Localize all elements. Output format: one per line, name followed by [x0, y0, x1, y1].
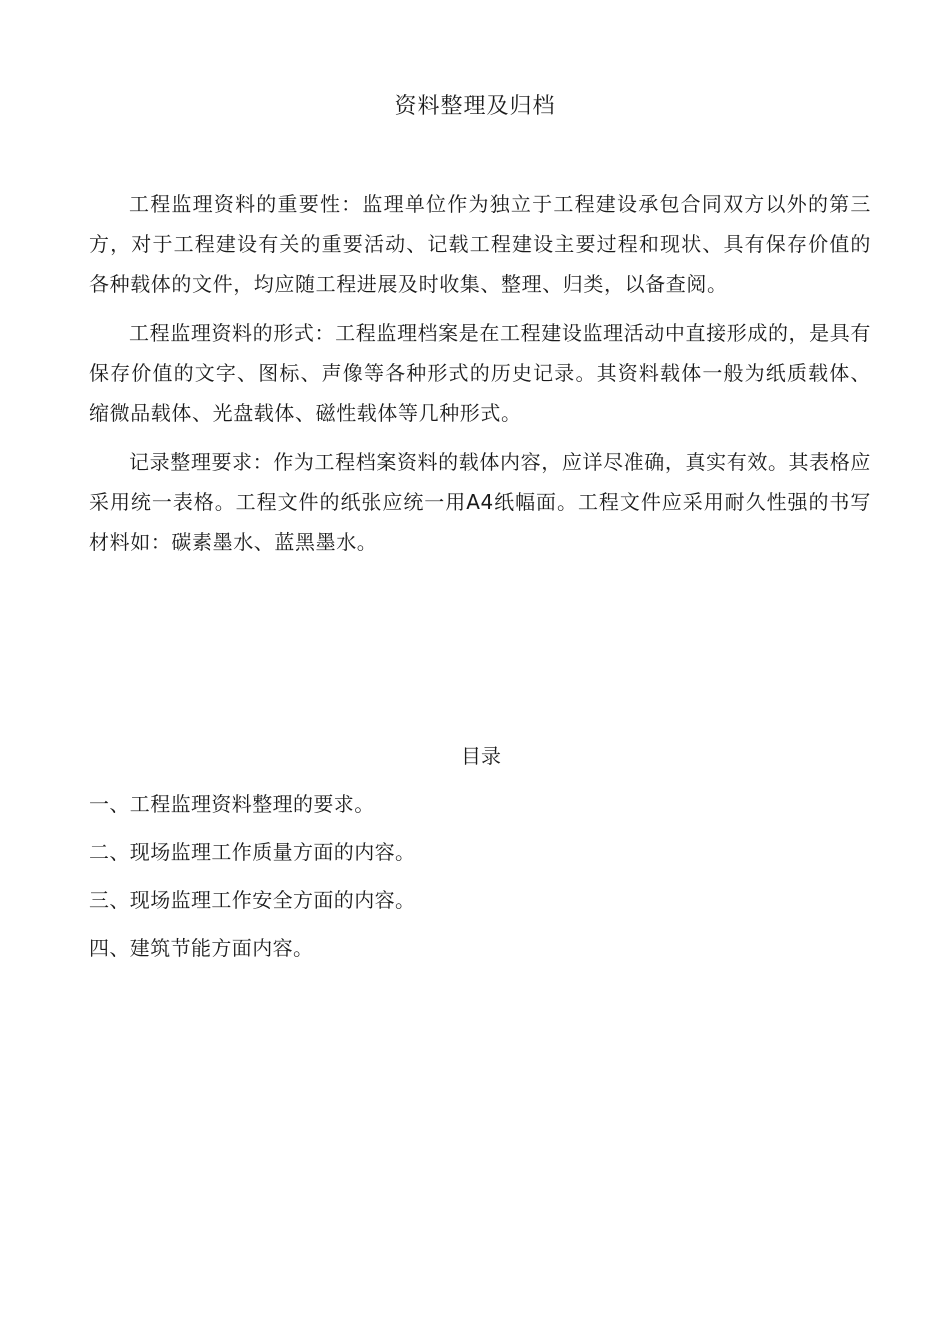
paragraph-importance: 工程监理资料的重要性：监理单位作为独立于工程建设承包合同双方以外的第三方，对于工程建设有关的重要活动、记载工程建设主要过程和现状、具有保存价值的各种载体的文件，均应随工程进展及时收集、整理、归类，以备查阅。 — [89, 192, 871, 296]
table-of-contents — [89, 789, 415, 981]
toc-title: 目录 — [461, 744, 501, 768]
document-title: 资料整理及归档 — [394, 94, 556, 119]
toc-item: 一、工程监理资料整理的要求。 — [89, 792, 375, 816]
document-body — [89, 184, 871, 571]
toc-item: 四、建筑节能方面内容。 — [89, 936, 314, 960]
toc-item: 三、现场监理工作安全方面的内容。 — [89, 888, 416, 912]
toc-item: 二、现场监理工作质量方面的内容。 — [89, 840, 416, 864]
paragraph-requirements: 记录整理要求：作为工程档案资料的载体内容，应详尽准确，真实有效。其表格应采用统一表格。工程文件的纸张应统一用A4纸幅面。工程文件应采用耐久性强的书写材料如：碳素墨水、蓝黑墨水。 — [89, 450, 871, 554]
paragraph-form: 工程监理资料的形式：工程监理档案是在工程建设监理活动中直接形成的，是具有保存价值的文字、图标、声像等各种形式的历史记录。其资料载体一般为纸质载体、缩微品载体、光盘载体、磁性载体等几种形式。 — [89, 321, 871, 425]
